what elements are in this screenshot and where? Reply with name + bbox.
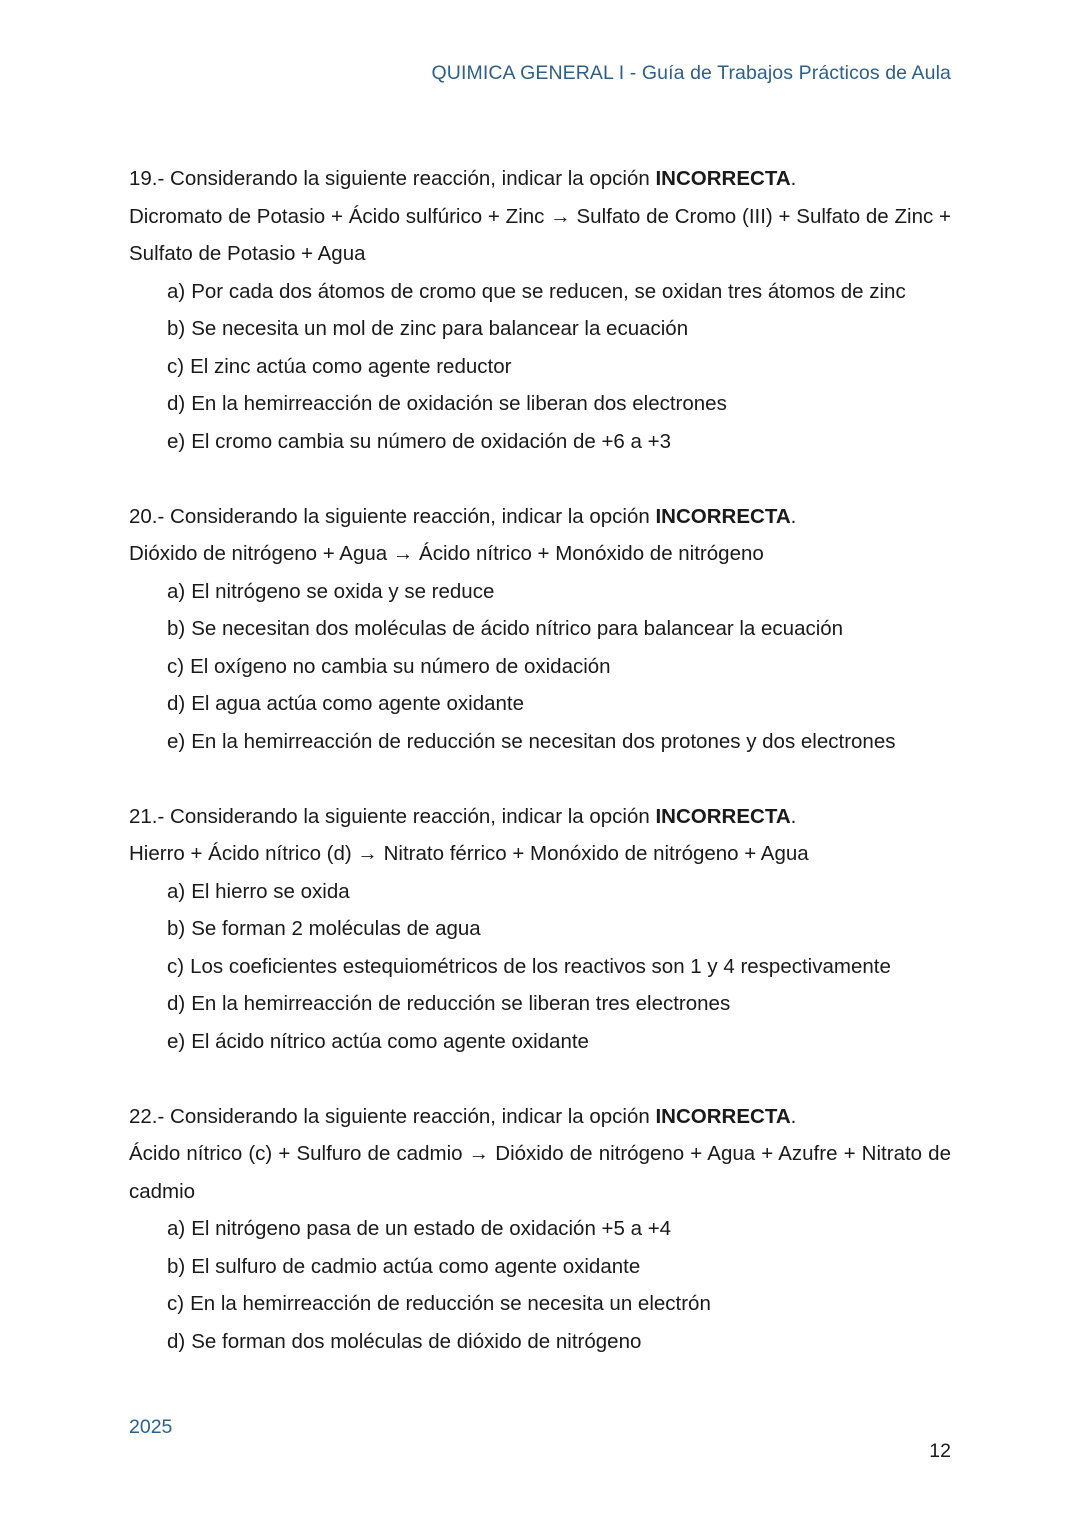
option-b: [167, 1248, 951, 1286]
option-e: [167, 1023, 951, 1061]
option-text: El zinc actúa como agente reductor: [190, 354, 512, 378]
option-d: [167, 1323, 951, 1361]
reaction-equation: Hierro + Ácido nítrico (d) → Nitrato férrico + Monóxido de nitrógeno + Agua: [129, 842, 809, 865]
option-c: [167, 1285, 951, 1323]
option-letter: b): [167, 917, 186, 940]
option-letter: c): [167, 654, 185, 678]
question-prompt: [129, 160, 951, 198]
option-text: Por cada dos átomos de cromo que se reducen, se oxidan tres átomos de zinc: [191, 279, 906, 303]
option-a: [167, 873, 951, 911]
reaction-equation: Ácido nítrico (c) + Sulfuro de cadmio → Dióxido de nitrógeno + Agua + Azufre + Nitrato de cadmio: [129, 1142, 951, 1203]
question-20: [129, 498, 951, 761]
option-text: El oxígeno no cambia su número de oxidación: [190, 654, 611, 678]
option-c: [167, 648, 951, 686]
reaction-equation: Dicromato de Potasio + Ácido sulfúrico + Zinc → Sulfato de Cromo (III) + Sulfato de Zinc + Sulfato de Potasio + Agua: [129, 204, 951, 265]
option-letter: d): [167, 392, 186, 415]
question-prompt: [129, 798, 951, 836]
options-list: [167, 573, 951, 761]
question-prompt-text: 22.- Considerando la siguiente reacción, indicar la opción: [129, 1104, 656, 1128]
option-text: El cromo cambia su número de oxidación de +6 a +3: [191, 429, 671, 453]
question-prompt: [129, 1098, 951, 1136]
option-text: El sulfuro de cadmio actúa como agente oxidante: [191, 1254, 641, 1278]
option-letter: e): [167, 429, 186, 453]
option-d: [167, 685, 951, 723]
option-b: [167, 310, 951, 348]
option-letter: a): [167, 279, 186, 303]
question-22: [129, 1098, 951, 1361]
option-letter: b): [167, 317, 186, 340]
question-21: [129, 798, 951, 1061]
option-text: En la hemirreacción de reducción se liberan tres electrones: [191, 992, 731, 1015]
option-letter: c): [167, 1292, 185, 1315]
question-prompt-text: 20.- Considerando la siguiente reacción, indicar la opción: [129, 504, 656, 528]
question-prompt-suffix: .: [790, 1104, 797, 1128]
question-emphasis: INCORRECTA: [655, 804, 791, 828]
option-a: [167, 1210, 951, 1248]
question-prompt-text: 19.- Considerando la siguiente reacción, indicar la opción: [129, 167, 656, 190]
option-b: [167, 610, 951, 648]
option-letter: a): [167, 579, 186, 603]
options-list: [167, 273, 951, 461]
option-text: El nitrógeno pasa de un estado de oxidación +5 a +4: [191, 1217, 672, 1240]
option-a: [167, 273, 951, 311]
option-e: [167, 423, 951, 461]
option-letter: e): [167, 1029, 186, 1053]
question-19: [129, 160, 951, 460]
option-text: El nitrógeno se oxida y se reduce: [191, 579, 495, 603]
option-c: [167, 348, 951, 386]
option-letter: d): [167, 992, 186, 1015]
option-text: En la hemirreacción de reducción se necesita un electrón: [190, 1292, 711, 1315]
option-text: En la hemirreacción de reducción se necesitan dos protones y dos electrones: [191, 729, 896, 753]
option-text: El hierro se oxida: [191, 879, 350, 903]
option-c: [167, 948, 951, 986]
option-text: El ácido nítrico actúa como agente oxidante: [191, 1029, 589, 1053]
option-e: [167, 723, 951, 761]
option-letter: b): [167, 1254, 186, 1278]
question-emphasis: INCORRECTA: [655, 167, 791, 190]
option-b: [167, 910, 951, 948]
option-letter: e): [167, 729, 186, 753]
option-letter: a): [167, 1217, 186, 1240]
option-a: [167, 573, 951, 611]
question-prompt: [129, 498, 951, 536]
option-text: Los coeficientes estequiométricos de los reactivos son 1 y 4 respectivamente: [190, 954, 891, 978]
option-text: Se necesita un mol de zinc para balancear la ecuación: [191, 317, 689, 340]
question-prompt-suffix: .: [790, 504, 797, 528]
option-d: [167, 385, 951, 423]
question-emphasis: INCORRECTA: [655, 504, 791, 528]
options-list: [167, 873, 951, 1061]
page-header-title: QUIMICA GENERAL I - Guía de Trabajos Prácticos de Aula: [431, 62, 951, 84]
option-text: Se forman dos moléculas de dióxido de nitrógeno: [191, 1329, 642, 1353]
option-letter: b): [167, 617, 186, 640]
options-list: [167, 1210, 951, 1360]
option-d: [167, 985, 951, 1023]
question-prompt-suffix: .: [790, 804, 797, 828]
option-letter: c): [167, 354, 185, 378]
option-text: Se necesitan dos moléculas de ácido nítrico para balancear la ecuación: [191, 617, 844, 640]
option-letter: d): [167, 1329, 186, 1353]
question-prompt-text: 21.- Considerando la siguiente reacción, indicar la opción: [129, 804, 656, 828]
option-text: Se forman 2 moléculas de agua: [191, 917, 481, 940]
document-body: [129, 160, 951, 1398]
option-text: El agua actúa como agente oxidante: [191, 692, 525, 715]
option-text: En la hemirreacción de oxidación se liberan dos electrones: [191, 392, 727, 415]
page-number: 12: [929, 1440, 951, 1462]
option-letter: c): [167, 954, 185, 978]
question-emphasis: INCORRECTA: [655, 1104, 791, 1128]
option-letter: a): [167, 879, 186, 903]
question-prompt-suffix: .: [790, 167, 797, 190]
footer-year: 2025: [129, 1416, 173, 1438]
reaction-equation: Dióxido de nitrógeno + Agua → Ácido nítrico + Monóxido de nitrógeno: [129, 542, 764, 565]
option-letter: d): [167, 692, 186, 715]
